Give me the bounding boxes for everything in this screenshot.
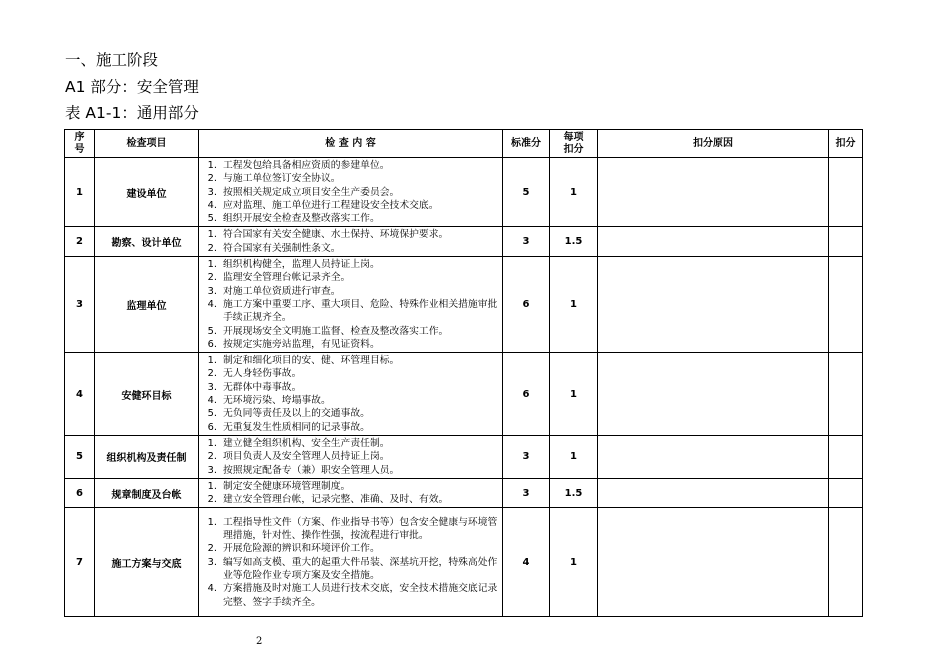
content-line-text: 应对监理、施工单位进行工程建设安全技术交底。: [223, 199, 439, 211]
content-line-number: 2.: [207, 242, 217, 254]
row-deduction-reason: [598, 257, 829, 353]
content-line-number: 3.: [207, 556, 217, 568]
content-line: [199, 325, 500, 338]
inspection-table: [64, 129, 863, 617]
content-line: [199, 338, 500, 351]
row-item: 安健环目标: [95, 353, 199, 436]
content-line-number: 1.: [207, 229, 217, 241]
content-line-number: 2.: [207, 494, 217, 506]
row-deduction-reason: [598, 478, 829, 508]
content-line-number: 3.: [207, 381, 217, 393]
row-per-item-deduction: 1.5: [550, 227, 598, 257]
row-deduction: [829, 158, 863, 227]
table-row: [65, 353, 863, 436]
row-per-item-deduction: 1: [550, 435, 598, 478]
content-line-number: 4.: [207, 395, 217, 407]
content-line: [199, 437, 500, 450]
table-heading: 表 A1-1：通用部分: [65, 104, 199, 122]
content-line-text: 制定和细化项目的安、健、环管理目标。: [223, 355, 400, 367]
row-content: [199, 508, 503, 617]
row-seq: 4: [65, 353, 95, 436]
content-line-text: 无人身轻伤事故。: [223, 368, 302, 380]
row-item: 勘察、设计单位: [95, 227, 199, 257]
row-deduction-reason: [598, 508, 829, 617]
content-line-number: 2.: [207, 173, 217, 185]
content-line-text: 组织机构健全，监理人员持证上岗。: [223, 259, 380, 271]
content-line-number: 4.: [207, 298, 217, 310]
content-line: [199, 212, 500, 225]
row-seq: 2: [65, 227, 95, 257]
content-line-number: 1.: [207, 355, 217, 367]
content-line-text: 无环境污染、垮塌事故。: [223, 395, 331, 407]
table-row: [65, 257, 863, 353]
content-line-text: 工程指导性文件（方案、作业指导书等）包含安全健康与环境管理措施，针对性、操作性强，按流程进行审批。: [223, 516, 498, 542]
row-content: [199, 478, 503, 508]
content-line-number: 1.: [207, 259, 217, 271]
content-line: [199, 450, 500, 463]
content-line: [199, 159, 500, 172]
content-line-text: 施工方案中重要工序、重大项目、危险、特殊作业相关措施审批手续正规齐全。: [223, 298, 498, 324]
table-row: [65, 227, 863, 257]
row-item: 监理单位: [95, 257, 199, 353]
content-line-number: 3.: [207, 186, 217, 198]
content-line-number: 2.: [207, 543, 217, 555]
content-line-text: 符合国家有关强制性条文。: [223, 242, 341, 254]
row-standard-score: 3: [503, 435, 550, 478]
content-line: [199, 354, 500, 367]
content-line: [199, 582, 500, 609]
content-line-text: 按照相关规定成立项目安全生产委员会。: [223, 186, 400, 198]
content-line: [199, 285, 500, 298]
content-line-text: 按照规定配备专（兼）职安全管理人员。: [223, 464, 400, 476]
content-line-number: 4.: [207, 199, 217, 211]
content-line: [199, 394, 500, 407]
row-deduction-reason: [598, 158, 829, 227]
row-seq: 5: [65, 435, 95, 478]
row-deduction-reason: [598, 227, 829, 257]
row-per-item-deduction: 1: [550, 353, 598, 436]
row-standard-score: 5: [503, 158, 550, 227]
table-header-row: [65, 130, 863, 158]
row-seq: 1: [65, 158, 95, 227]
row-seq: 6: [65, 478, 95, 508]
content-line-text: 无负同等责任及以上的交通事故。: [223, 408, 370, 420]
row-deduction: [829, 353, 863, 436]
row-content: [199, 227, 503, 257]
header-per-item: 每项扣分: [550, 130, 598, 158]
header-item: 检查项目: [95, 130, 199, 158]
content-line: [199, 407, 500, 420]
content-line: [199, 381, 500, 394]
row-deduction: [829, 478, 863, 508]
section-heading: 一、施工阶段: [65, 51, 159, 69]
content-line-text: 对施工单位资质进行审查。: [223, 285, 341, 297]
row-content: [199, 257, 503, 353]
table-row: [65, 478, 863, 508]
row-per-item-deduction: 1: [550, 508, 598, 617]
header-content: 检 查 内 容: [199, 130, 503, 158]
row-per-item-deduction: 1: [550, 158, 598, 227]
content-line: [199, 493, 500, 506]
content-line-text: 开展现场安全文明施工监督、检查及整改落实工作。: [223, 325, 449, 337]
content-line-number: 4.: [207, 583, 217, 595]
header-deduct: 扣分: [829, 130, 863, 158]
table-row: [65, 508, 863, 617]
content-line: [199, 556, 500, 583]
row-standard-score: 3: [503, 227, 550, 257]
row-deduction: [829, 257, 863, 353]
content-line-text: 监理安全管理台帐记录齐全。: [223, 272, 351, 284]
content-line-text: 无群体中毒事故。: [223, 381, 302, 393]
content-line-text: 开展危险源的辨识和环境评价工作。: [223, 543, 380, 555]
content-line-text: 建立健全组织机构、安全生产责任制。: [223, 437, 390, 449]
content-line-number: 3.: [207, 464, 217, 476]
content-line: [199, 172, 500, 185]
row-item: 施工方案与交底: [95, 508, 199, 617]
content-line-text: 符合国家有关安全健康、水土保持、环境保护要求。: [223, 229, 449, 241]
content-line-text: 编写如高支模、重大的起重大件吊装、深基坑开挖，特殊高处作业等危险作业专项方案及安全措施。: [223, 556, 498, 582]
content-line: [199, 367, 500, 380]
row-standard-score: 6: [503, 353, 550, 436]
content-line-text: 方案措施及时对施工人员进行技术交底，安全技术措施交底记录完整、签字手续齐全。: [223, 583, 498, 608]
content-line: [199, 199, 500, 212]
content-line-text: 与施工单位签订安全协议。: [223, 173, 341, 185]
page-number: 2: [256, 636, 263, 647]
content-line-text: 无重复发生性质相同的记录事故。: [223, 421, 370, 433]
content-line-number: 1.: [207, 480, 217, 492]
content-line: [199, 464, 500, 477]
content-line-text: 建立安全管理台帐，记录完整、准确、及时、有效。: [223, 494, 449, 506]
row-per-item-deduction: 1.5: [550, 478, 598, 508]
content-line: [199, 298, 500, 325]
row-deduction-reason: [598, 353, 829, 436]
content-line-number: 2.: [207, 451, 217, 463]
content-line-text: 项目负责人及安全管理人员持证上岗。: [223, 451, 390, 463]
content-line: [199, 271, 500, 284]
content-line-number: 6.: [207, 338, 217, 350]
content-line-text: 按规定实施旁站监理，有见证资料。: [223, 338, 380, 350]
content-line-number: 1.: [207, 437, 217, 449]
row-deduction: [829, 508, 863, 617]
row-deduction: [829, 227, 863, 257]
row-item: 规章制度及台帐: [95, 478, 199, 508]
content-line: [199, 480, 500, 493]
content-line-number: 5.: [207, 408, 217, 420]
row-item: 组织机构及责任制: [95, 435, 199, 478]
content-line-number: 5.: [207, 325, 217, 337]
row-deduction: [829, 435, 863, 478]
row-content: [199, 435, 503, 478]
content-line: [199, 242, 500, 255]
content-line-number: 5.: [207, 213, 217, 225]
content-line-number: 1.: [207, 516, 217, 528]
content-line-text: 组织开展安全检查及整改落实工作。: [223, 213, 380, 225]
table-row: [65, 435, 863, 478]
content-line-number: 1.: [207, 160, 217, 171]
row-content: [199, 158, 503, 227]
row-item: 建设单位: [95, 158, 199, 227]
row-standard-score: 6: [503, 257, 550, 353]
content-line-number: 2.: [207, 368, 217, 380]
content-line: [199, 258, 500, 271]
header-reason: 扣分原因: [598, 130, 829, 158]
content-line-text: 制定安全健康环境管理制度。: [223, 480, 351, 492]
content-line: [199, 516, 500, 543]
content-line-number: 6.: [207, 421, 217, 433]
row-per-item-deduction: 1: [550, 257, 598, 353]
row-deduction-reason: [598, 435, 829, 478]
row-standard-score: 4: [503, 508, 550, 617]
row-seq: 7: [65, 508, 95, 617]
row-seq: 3: [65, 257, 95, 353]
content-line: [199, 421, 500, 434]
row-standard-score: 3: [503, 478, 550, 508]
table-row: [65, 158, 863, 227]
content-line: [199, 228, 500, 241]
content-line: [199, 186, 500, 199]
header-seq: 序号: [65, 130, 95, 158]
header-standard: 标准分: [503, 130, 550, 158]
content-line-text: 工程发包给具备相应资质的参建单位。: [223, 160, 390, 171]
content-line-number: 2.: [207, 272, 217, 284]
content-line: [199, 542, 500, 555]
part-heading: A1 部分：安全管理: [65, 78, 199, 96]
row-content: [199, 353, 503, 436]
content-line-number: 3.: [207, 285, 217, 297]
